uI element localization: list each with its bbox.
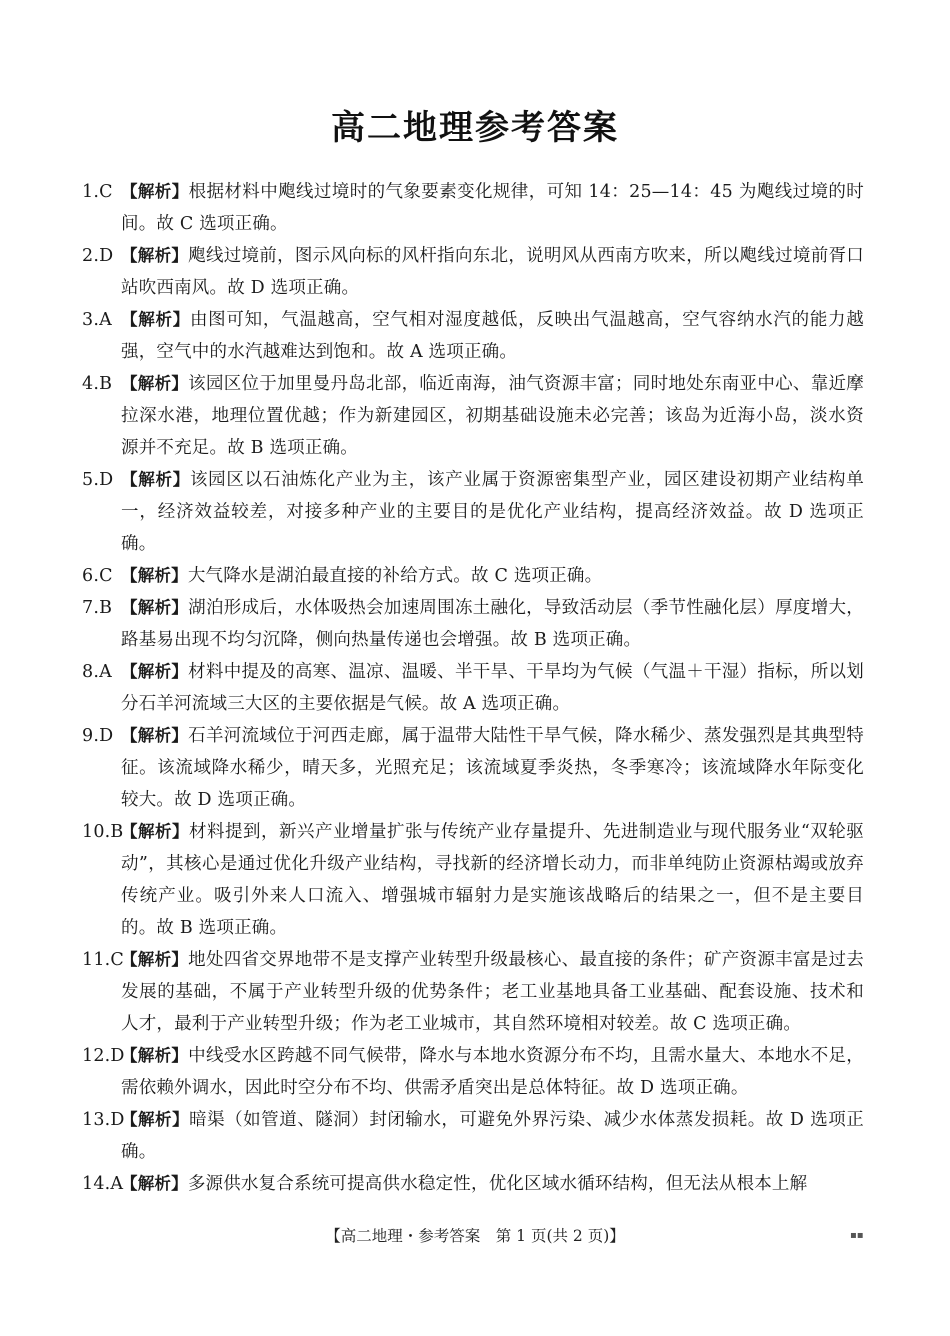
answer-number: 1.C	[82, 182, 113, 202]
answer-item	[82, 720, 864, 816]
answer-text: 由图可知，气温越高，空气相对湿度越低，反映出气温越高，空气容纳水汽的能力越强，空气中的水汽越难达到饱和。故 A 选项正确。	[121, 310, 864, 362]
answer-number: 11.C	[82, 950, 125, 970]
answer-number: 2.D	[82, 246, 114, 266]
answer-text: 材料提到，新兴产业增量扩张与传统产业存量提升、先进制造业与现代服务业“双轮驱动”，其核心是通过优化升级产业结构，寻找新的经济增长动力，而非单纯防止资源枯竭或放弃传统产业。吸引外来人口流入、增强城市辐射力是实施该战略后的结果之一，但不是主要目的。故 B 选项正确。	[121, 822, 864, 938]
answer-list	[82, 176, 864, 1200]
analysis-tag: 【解析】	[121, 566, 188, 585]
answer-item	[82, 656, 864, 720]
answer-item	[82, 1040, 864, 1104]
analysis-tag: 【解析】	[121, 374, 189, 393]
answer-number: 5.D	[82, 470, 114, 490]
answer-text: 多源供水复合系统可提高供水稳定性，优化区域水循环结构，但无法从根本上解	[187, 1174, 808, 1194]
answer-text: 湖泊形成后，水体吸热会加速周围冻土融化，导致活动层（季节性融化层）厚度增大，路基易出现不均匀沉降，侧向热量传递也会增强。故 B 选项正确。	[121, 598, 864, 650]
page-footer: 【高二地理・参考答案 第 1 页(共 2 页)】	[325, 1227, 625, 1245]
answer-number: 7.B	[82, 598, 113, 618]
answer-item	[82, 592, 864, 656]
answer-text: 该园区以石油炼化产业为主，该产业属于资源密集型产业，园区建设初期产业结构单一，经济效益较差，对接多种产业的主要目的是优化产业结构，提高经济效益。故 D 选项正确。	[121, 470, 864, 554]
analysis-tag: 【解析】	[121, 1174, 188, 1193]
analysis-tag: 【解析】	[121, 310, 190, 329]
answer-item	[82, 176, 864, 240]
answer-text: 中线受水区跨越不同气候带，降水与本地水资源分布不均，且需水量大、本地水不足，需依赖外调水，因此时空分布不均、供需矛盾突出是总体特征。故 D 选项正确。	[121, 1046, 864, 1098]
answer-text: 根据材料中飑线过境时的气象要素变化规律，可知 14：25—14：45 为飑线过境的时间。故 C 选项正确。	[121, 182, 864, 234]
analysis-tag: 【解析】	[121, 1110, 190, 1129]
analysis-tag: 【解析】	[121, 1046, 189, 1065]
analysis-tag: 【解析】	[121, 598, 189, 617]
analysis-tag: 【解析】	[121, 246, 189, 265]
answer-item	[82, 368, 864, 464]
answer-text: 该园区位于加里曼丹岛北部，临近南海，油气资源丰富；同时地处东南亚中心、靠近摩拉深水港，地理位置优越；作为新建园区，初期基础设施未必完善；该岛为近海小岛，淡水资源并不充足。故 B 选项正确。	[121, 374, 864, 458]
answer-item	[82, 560, 864, 592]
answer-item	[82, 1168, 864, 1200]
answer-number: 4.B	[82, 374, 113, 394]
answer-number: 14.A	[82, 1174, 124, 1194]
answer-number: 9.D	[82, 726, 114, 746]
answer-text: 暗渠（如管道、隧洞）封闭输水，可避免外界污染、减少水体蒸发损耗。故 D 选项正确。	[121, 1110, 864, 1162]
answer-text: 材料中提及的高寒、温凉、温暖、半干旱、干旱均为气候（气温＋干湿）指标，所以划分石羊河流域三大区的主要依据是气候。故 A 选项正确。	[121, 662, 864, 714]
answer-item	[82, 944, 864, 1040]
analysis-tag: 【解析】	[121, 950, 189, 969]
answer-item	[82, 240, 864, 304]
answer-item	[82, 816, 864, 944]
answer-item	[82, 304, 864, 368]
answer-item	[82, 464, 864, 560]
answer-text: 飑线过境前，图示风向标的风杆指向东北，说明风从西南方吹来，所以飑线过境前胥口站吹西南风。故 D 选项正确。	[121, 246, 864, 298]
answer-number: 12.D	[82, 1046, 125, 1066]
answer-text: 地处四省交界地带不是支撑产业转型升级最核心、最直接的条件；矿产资源丰富是过去发展的基础，不属于产业转型升级的优势条件；老工业基地具备工业基础、配套设施、技术和人才，最利于产业转型升级；作为老工业城市，其自然环境相对较差。故 C 选项正确。	[121, 950, 864, 1034]
page-title: 高二地理参考答案	[331, 108, 619, 148]
answer-number: 3.A	[82, 310, 112, 330]
analysis-tag: 【解析】	[121, 726, 189, 745]
answer-number: 8.A	[82, 662, 112, 682]
answer-number: 6.C	[82, 566, 113, 586]
analysis-tag: 【解析】	[121, 182, 189, 201]
answer-number: 10.B	[82, 822, 124, 842]
answer-text: 大气降水是湖泊最直接的补给方式。故 C 选项正确。	[187, 566, 603, 586]
answer-number: 13.D	[82, 1110, 125, 1130]
footer-mark: ▪▪	[850, 1230, 864, 1241]
answer-item	[82, 1104, 864, 1168]
analysis-tag: 【解析】	[121, 822, 189, 841]
analysis-tag: 【解析】	[121, 470, 190, 489]
answer-text: 石羊河流域位于河西走廊，属于温带大陆性干旱气候，降水稀少、蒸发强烈是其典型特征。该流域降水稀少，晴天多，光照充足；该流域夏季炎热，冬季寒冷；该流域降水年际变化较大。故 D 选项正确。	[121, 726, 864, 810]
analysis-tag: 【解析】	[121, 662, 189, 681]
